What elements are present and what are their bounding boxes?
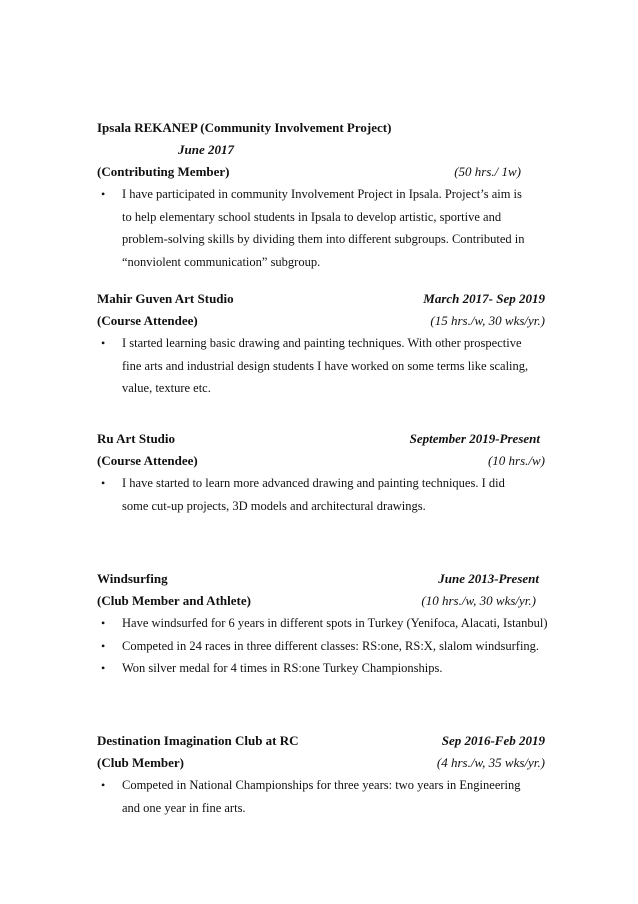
activity-mahir-guven <box>97 288 545 400</box>
organization-name: Destination Imagination Club at RC <box>97 733 299 748</box>
activity-date: March 2017- Sep 2019 <box>423 291 545 306</box>
organization-name: Windsurfing <box>97 571 168 586</box>
activity-hours: (10 hrs./w, 30 wks/yr.) <box>421 593 536 608</box>
activity-header <box>97 288 545 310</box>
bullet-item <box>97 774 534 819</box>
activity-role-row <box>97 590 545 612</box>
bullet-icon: • <box>101 336 106 350</box>
bullet-icon: • <box>101 778 106 792</box>
activity-header <box>97 568 545 590</box>
organization-name: Ru Art Studio <box>97 431 176 446</box>
activity-bullets <box>97 332 545 400</box>
activity-role: (Contributing Member) <box>97 164 230 179</box>
activity-hours: (10 hrs./w) <box>487 453 545 468</box>
organization-name: Ipsala REKANEP (Community Involvement Project) <box>97 120 392 135</box>
bullet-text: I started learning basic drawing and painting techniques. With other prospective fine arts and industrial design students I have worked on some terms like scaling, value, texture etc. <box>122 336 529 395</box>
bullet-icon: • <box>101 187 106 201</box>
activity-role: (Course Attendee) <box>97 453 198 468</box>
activity-date: September 2019-Present <box>409 431 540 446</box>
activity-header <box>97 117 545 139</box>
bullet-item <box>97 183 534 273</box>
activity-ipsala-rekanep <box>97 117 545 273</box>
bullet-text: Competed in National Championships for three years: two years in Engineering and one year in fine arts. <box>122 778 521 815</box>
activity-role: (Course Attendee) <box>97 313 198 328</box>
bullet-icon: • <box>101 616 106 630</box>
bullet-item <box>97 332 534 400</box>
bullet-icon: • <box>101 638 106 653</box>
bullet-text: Competed in 24 races in three different classes: RS:one, RS:X, slalom windsurfing. <box>122 638 540 653</box>
activity-date: June 2017 <box>178 142 234 157</box>
activity-date: Sep 2016-Feb 2019 <box>441 733 545 748</box>
activity-date: June 2013-Present <box>438 571 539 586</box>
bullet-text: Have windsurfed for 6 years in different spots in Turkey (Yenifoca, Alacati, Istanbul) <box>122 616 548 630</box>
organization-name: Mahir Guven Art Studio <box>97 291 234 306</box>
activity-role-row <box>97 450 545 472</box>
activity-role: (Club Member and Athlete) <box>97 593 251 608</box>
activity-header <box>97 730 545 752</box>
bullet-item <box>97 657 545 680</box>
activity-bullets <box>97 774 545 819</box>
bullet-text: I have participated in community Involvement Project in Ipsala. Project’s aim is to help elementary school students in Ipsala to develop artistic, sportive and problem-solving skills by dividing them into different subgroups. Contributed in “nonviolent communication” subgroup. <box>122 187 525 269</box>
activity-role-row <box>97 752 545 774</box>
activity-windsurfing <box>97 568 548 680</box>
activity-ru-art-studio <box>97 428 545 517</box>
activity-hours: (4 hrs./w, 35 wks/yr.) <box>436 755 545 770</box>
activity-bullets <box>97 612 548 680</box>
activity-role-row <box>97 161 545 183</box>
bullet-text: I have started to learn more advanced drawing and painting techniques. I did some cut-up projects, 3D models and architectural drawings. <box>122 476 505 513</box>
activity-header <box>97 428 545 450</box>
bullet-icon: • <box>101 661 106 675</box>
activity-hours: (15 hrs./w, 30 wks/yr.) <box>430 313 545 328</box>
bullet-item <box>97 635 545 658</box>
bullet-text: Won silver medal for 4 times in RS:one Turkey Championships. <box>122 661 443 675</box>
activity-hours: (50 hrs./ 1w) <box>454 164 521 179</box>
activity-bullets <box>97 472 545 517</box>
bullet-item <box>97 472 534 517</box>
activity-destination-imagination <box>97 730 545 819</box>
activity-role-row <box>97 310 545 332</box>
bullet-item <box>97 612 548 635</box>
activity-bullets <box>97 183 545 273</box>
bullet-icon: • <box>101 476 106 490</box>
activity-role: (Club Member) <box>97 755 185 770</box>
activity-date-row <box>97 139 545 161</box>
